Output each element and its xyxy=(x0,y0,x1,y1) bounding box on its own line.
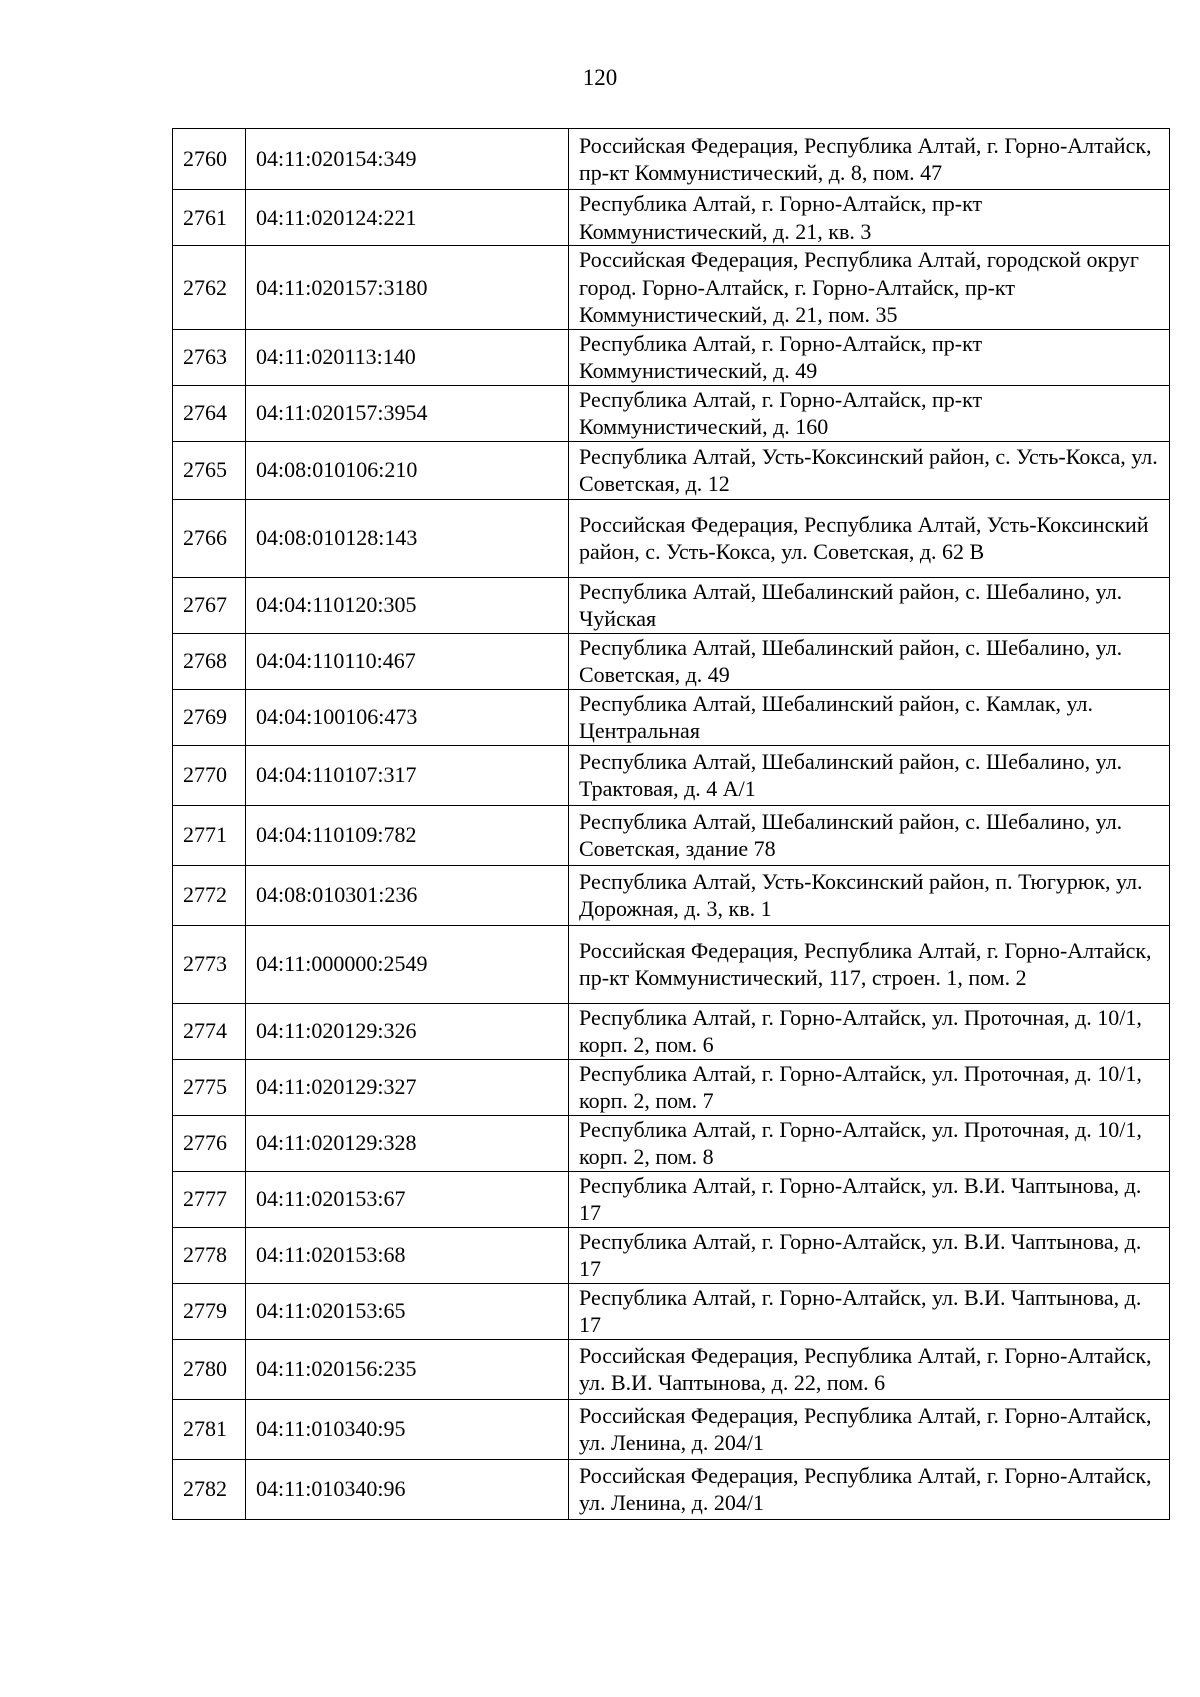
cadastral-number: 04:11:010340:95 xyxy=(246,1399,569,1459)
cadastral-number: 04:04:100106:473 xyxy=(246,689,569,745)
table-row xyxy=(173,1171,1170,1227)
cadastral-number: 04:11:020129:327 xyxy=(246,1059,569,1115)
row-number: 2767 xyxy=(173,577,246,633)
address: Республика Алтай, Шебалинский район, с. Шебалино, ул. Трактовая, д. 4 А/1 xyxy=(569,745,1170,805)
table-row xyxy=(173,385,1170,441)
table-row xyxy=(173,1227,1170,1283)
row-number: 2764 xyxy=(173,385,246,441)
cadastral-number: 04:11:020157:3954 xyxy=(246,385,569,441)
table-row xyxy=(173,190,1170,246)
address: Республика Алтай, Усть-Коксинский район, п. Тюгурюк, ул. Дорожная, д. 3, кв. 1 xyxy=(569,865,1170,925)
row-number: 2773 xyxy=(173,925,246,1003)
address: Республика Алтай, г. Горно-Алтайск, пр-кт Коммунистический, д. 49 xyxy=(569,329,1170,385)
table-row xyxy=(173,577,1170,633)
address: Республика Алтай, г. Горно-Алтайск, ул. В.И. Чаптынова, д. 17 xyxy=(569,1227,1170,1283)
row-number: 2766 xyxy=(173,499,246,577)
table-row xyxy=(173,329,1170,385)
table-row xyxy=(173,441,1170,499)
cadastral-number: 04:11:020154:349 xyxy=(246,129,569,190)
table-row xyxy=(173,689,1170,745)
address: Российская Федерация, Республика Алтай, г. Горно-Алтайск, ул. Ленина, д. 204/1 xyxy=(569,1399,1170,1459)
table-row xyxy=(173,745,1170,805)
table-row xyxy=(173,925,1170,1003)
address: Республика Алтай, г. Горно-Алтайск, ул. Проточная, д. 10/1, корп. 2, пом. 8 xyxy=(569,1115,1170,1171)
address: Российская Федерация, Республика Алтай, городской округ город. Горно-Алтайск, г. Горно-Алтайск, пр-кт Коммунистический, д. 21, пом. 35 xyxy=(569,246,1170,330)
cadastral-number: 04:11:000000:2549 xyxy=(246,925,569,1003)
table-row xyxy=(173,246,1170,330)
page-number: 120 xyxy=(582,65,618,90)
row-number: 2762 xyxy=(173,246,246,330)
cadastral-number: 04:04:110120:305 xyxy=(246,577,569,633)
cadastral-number: 04:08:010301:236 xyxy=(246,865,569,925)
cadastral-number: 04:11:020129:328 xyxy=(246,1115,569,1171)
row-number: 2782 xyxy=(173,1459,246,1519)
table-row xyxy=(173,865,1170,925)
table-row xyxy=(173,499,1170,577)
cadastral-number: 04:11:010340:96 xyxy=(246,1459,569,1519)
address: Республика Алтай, г. Горно-Алтайск, ул. Проточная, д. 10/1, корп. 2, пом. 6 xyxy=(569,1003,1170,1059)
registry-table xyxy=(172,128,1170,1520)
table-row xyxy=(173,1115,1170,1171)
row-number: 2765 xyxy=(173,441,246,499)
row-number: 2776 xyxy=(173,1115,246,1171)
cadastral-number: 04:08:010106:210 xyxy=(246,441,569,499)
address: Республика Алтай, Усть-Коксинский район, с. Усть-Кокса, ул. Советская, д. 12 xyxy=(569,441,1170,499)
address: Республика Алтай, г. Горно-Алтайск, ул. В.И. Чаптынова, д. 17 xyxy=(569,1171,1170,1227)
cadastral-number: 04:11:020113:140 xyxy=(246,329,569,385)
registry-table-body xyxy=(173,129,1170,1520)
cadastral-number: 04:04:110110:467 xyxy=(246,633,569,689)
table-row xyxy=(173,1059,1170,1115)
row-number: 2761 xyxy=(173,190,246,246)
table-row xyxy=(173,805,1170,865)
address: Республика Алтай, Шебалинский район, с. Шебалино, ул. Советская, д. 49 xyxy=(569,633,1170,689)
address: Российская Федерация, Республика Алтай, г. Горно-Алтайск, ул. Ленина, д. 204/1 xyxy=(569,1459,1170,1519)
row-number: 2777 xyxy=(173,1171,246,1227)
cadastral-number: 04:08:010128:143 xyxy=(246,499,569,577)
address: Российская Федерация, Республика Алтай, Усть-Коксинский район, с. Усть-Кокса, ул. Советская, д. 62 В xyxy=(569,499,1170,577)
cadastral-number: 04:04:110109:782 xyxy=(246,805,569,865)
row-number: 2768 xyxy=(173,633,246,689)
row-number: 2771 xyxy=(173,805,246,865)
address: Республика Алтай, г. Горно-Алтайск, пр-кт Коммунистический, д. 21, кв. 3 xyxy=(569,190,1170,246)
table-row xyxy=(173,129,1170,190)
table-row xyxy=(173,633,1170,689)
address: Республика Алтай, г. Горно-Алтайск, пр-кт Коммунистический, д. 160 xyxy=(569,385,1170,441)
address: Российская Федерация, Республика Алтай, г. Горно-Алтайск, пр-кт Коммунистический, д. 8, пом. 47 xyxy=(569,129,1170,190)
row-number: 2769 xyxy=(173,689,246,745)
address: Республика Алтай, г. Горно-Алтайск, ул. Проточная, д. 10/1, корп. 2, пом. 7 xyxy=(569,1059,1170,1115)
row-number: 2770 xyxy=(173,745,246,805)
row-number: 2780 xyxy=(173,1339,246,1399)
cadastral-number: 04:11:020153:65 xyxy=(246,1283,569,1339)
table-row xyxy=(173,1003,1170,1059)
row-number: 2781 xyxy=(173,1399,246,1459)
row-number: 2760 xyxy=(173,129,246,190)
table-row xyxy=(173,1283,1170,1339)
address: Российская Федерация, Республика Алтай, г. Горно-Алтайск, ул. В.И. Чаптынова, д. 22, пом. 6 xyxy=(569,1339,1170,1399)
table-row xyxy=(173,1459,1170,1519)
table-row xyxy=(173,1399,1170,1459)
row-number: 2774 xyxy=(173,1003,246,1059)
address: Республика Алтай, Шебалинский район, с. Шебалино, ул. Советская, здание 78 xyxy=(569,805,1170,865)
cadastral-number: 04:04:110107:317 xyxy=(246,745,569,805)
cadastral-number: 04:11:020153:67 xyxy=(246,1171,569,1227)
table-row xyxy=(173,1339,1170,1399)
address: Республика Алтай, г. Горно-Алтайск, ул. В.И. Чаптынова, д. 17 xyxy=(569,1283,1170,1339)
row-number: 2775 xyxy=(173,1059,246,1115)
row-number: 2763 xyxy=(173,329,246,385)
cadastral-number: 04:11:020156:235 xyxy=(246,1339,569,1399)
address: Российская Федерация, Республика Алтай, г. Горно-Алтайск, пр-кт Коммунистический, 117, строен. 1, пом. 2 xyxy=(569,925,1170,1003)
row-number: 2779 xyxy=(173,1283,246,1339)
cadastral-number: 04:11:020129:326 xyxy=(246,1003,569,1059)
address: Республика Алтай, Шебалинский район, с. Шебалино, ул. Чуйская xyxy=(569,577,1170,633)
row-number: 2772 xyxy=(173,865,246,925)
row-number: 2778 xyxy=(173,1227,246,1283)
cadastral-number: 04:11:020153:68 xyxy=(246,1227,569,1283)
cadastral-number: 04:11:020157:3180 xyxy=(246,246,569,330)
cadastral-number: 04:11:020124:221 xyxy=(246,190,569,246)
address: Республика Алтай, Шебалинский район, с. Камлак, ул. Центральная xyxy=(569,689,1170,745)
